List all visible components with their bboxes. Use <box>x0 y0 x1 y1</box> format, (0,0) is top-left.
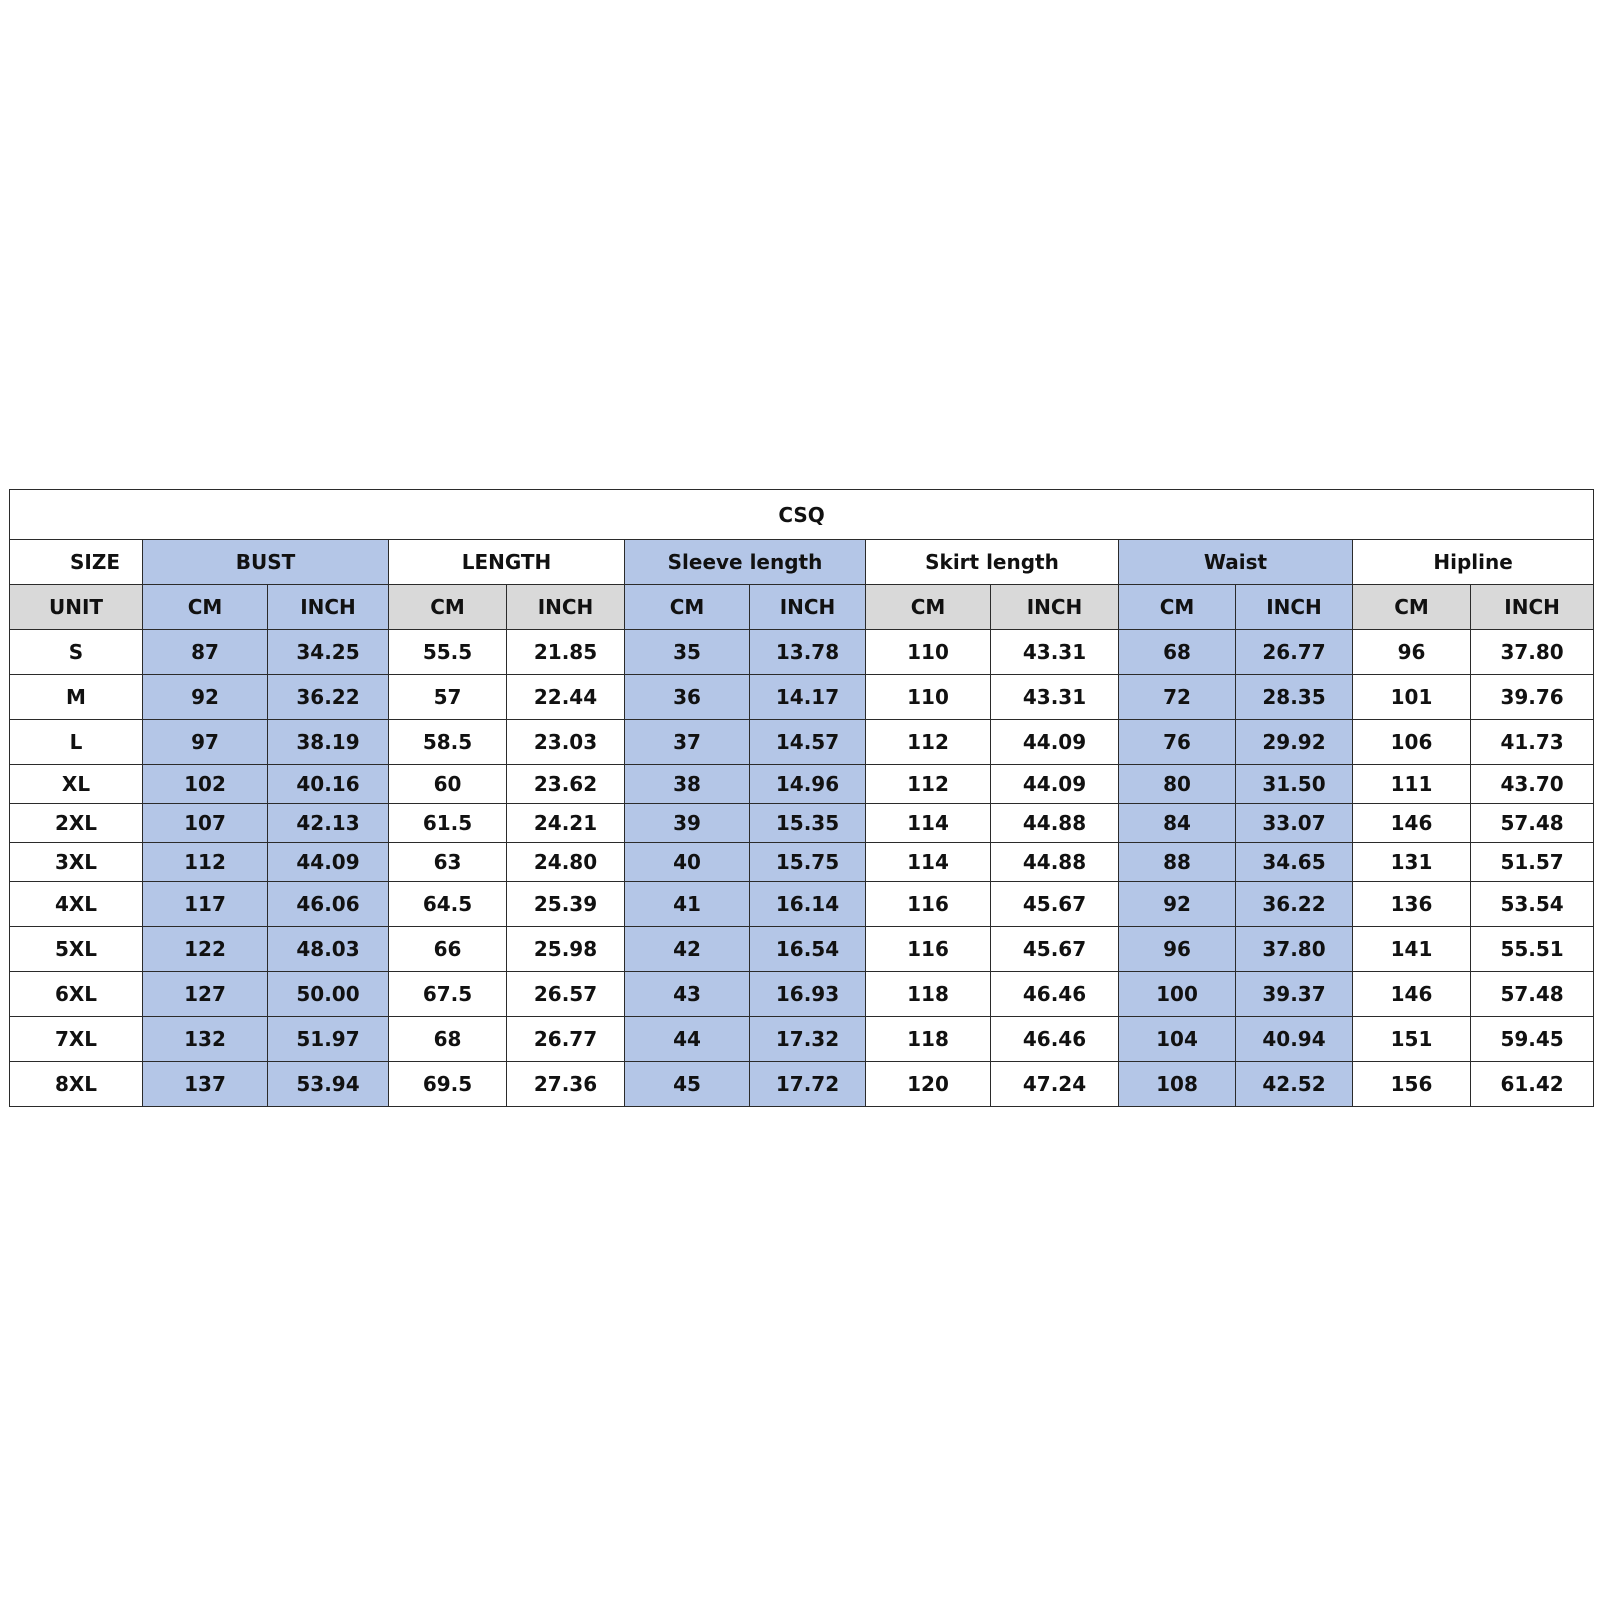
unit-cell: CM <box>1119 585 1236 630</box>
value-cell: 114 <box>866 804 991 843</box>
value-cell: 106 <box>1353 720 1471 765</box>
value-cell: 67.5 <box>389 972 507 1017</box>
table-row <box>10 1017 1594 1062</box>
value-cell: 58.5 <box>389 720 507 765</box>
value-cell: 33.07 <box>1236 804 1353 843</box>
value-cell: 44.09 <box>991 765 1119 804</box>
table-row <box>10 927 1594 972</box>
value-cell: 29.92 <box>1236 720 1353 765</box>
value-cell: 127 <box>143 972 268 1017</box>
unit-cell: INCH <box>507 585 625 630</box>
value-cell: 100 <box>1119 972 1236 1017</box>
value-cell: 45 <box>625 1062 750 1107</box>
group-header: Hipline <box>1353 540 1594 585</box>
group-header: Sleeve length <box>625 540 866 585</box>
value-cell: 63 <box>389 843 507 882</box>
value-cell: 151 <box>1353 1017 1471 1062</box>
value-cell: 116 <box>866 882 991 927</box>
value-cell: 26.77 <box>1236 630 1353 675</box>
size-cell: S <box>10 630 143 675</box>
value-cell: 117 <box>143 882 268 927</box>
value-cell: 44.88 <box>991 804 1119 843</box>
value-cell: 24.80 <box>507 843 625 882</box>
value-cell: 37 <box>625 720 750 765</box>
value-cell: 118 <box>866 1017 991 1062</box>
value-cell: 92 <box>143 675 268 720</box>
value-cell: 26.57 <box>507 972 625 1017</box>
value-cell: 40.94 <box>1236 1017 1353 1062</box>
value-cell: 16.14 <box>750 882 866 927</box>
value-cell: 39 <box>625 804 750 843</box>
value-cell: 112 <box>143 843 268 882</box>
size-cell: XL <box>10 765 143 804</box>
value-cell: 44.09 <box>991 720 1119 765</box>
value-cell: 53.94 <box>268 1062 389 1107</box>
unit-cell: CM <box>625 585 750 630</box>
size-cell: 7XL <box>10 1017 143 1062</box>
value-cell: 43.31 <box>991 630 1119 675</box>
value-cell: 47.24 <box>991 1062 1119 1107</box>
unit-cell: CM <box>1353 585 1471 630</box>
value-cell: 50.00 <box>268 972 389 1017</box>
value-cell: 122 <box>143 927 268 972</box>
value-cell: 92 <box>1119 882 1236 927</box>
value-cell: 34.65 <box>1236 843 1353 882</box>
value-cell: 110 <box>866 675 991 720</box>
value-cell: 156 <box>1353 1062 1471 1107</box>
table-row <box>10 843 1594 882</box>
value-cell: 25.98 <box>507 927 625 972</box>
value-cell: 61.5 <box>389 804 507 843</box>
value-cell: 76 <box>1119 720 1236 765</box>
value-cell: 40 <box>625 843 750 882</box>
value-cell: 40.16 <box>268 765 389 804</box>
value-cell: 45.67 <box>991 927 1119 972</box>
value-cell: 43 <box>625 972 750 1017</box>
value-cell: 38 <box>625 765 750 804</box>
value-cell: 17.32 <box>750 1017 866 1062</box>
unit-cell: INCH <box>268 585 389 630</box>
value-cell: 55.5 <box>389 630 507 675</box>
value-cell: 42 <box>625 927 750 972</box>
value-cell: 42.52 <box>1236 1062 1353 1107</box>
unit-cell: INCH <box>1236 585 1353 630</box>
table-row <box>10 765 1594 804</box>
group-header: BUST <box>143 540 389 585</box>
value-cell: 68 <box>389 1017 507 1062</box>
value-cell: 39.37 <box>1236 972 1353 1017</box>
value-cell: 46.06 <box>268 882 389 927</box>
value-cell: 38.19 <box>268 720 389 765</box>
value-cell: 114 <box>866 843 991 882</box>
value-cell: 51.57 <box>1471 843 1594 882</box>
value-cell: 31.50 <box>1236 765 1353 804</box>
value-cell: 14.57 <box>750 720 866 765</box>
size-cell: 4XL <box>10 882 143 927</box>
value-cell: 16.54 <box>750 927 866 972</box>
value-cell: 48.03 <box>268 927 389 972</box>
value-cell: 22.44 <box>507 675 625 720</box>
value-cell: 69.5 <box>389 1062 507 1107</box>
value-cell: 96 <box>1119 927 1236 972</box>
value-cell: 84 <box>1119 804 1236 843</box>
value-cell: 112 <box>866 765 991 804</box>
unit-cell: INCH <box>750 585 866 630</box>
value-cell: 80 <box>1119 765 1236 804</box>
value-cell: 136 <box>1353 882 1471 927</box>
value-cell: 43.70 <box>1471 765 1594 804</box>
value-cell: 137 <box>143 1062 268 1107</box>
value-cell: 15.75 <box>750 843 866 882</box>
unit-cell: CM <box>866 585 991 630</box>
value-cell: 46.46 <box>991 1017 1119 1062</box>
value-cell: 108 <box>1119 1062 1236 1107</box>
value-cell: 42.13 <box>268 804 389 843</box>
value-cell: 23.03 <box>507 720 625 765</box>
value-cell: 57.48 <box>1471 804 1594 843</box>
size-cell: 8XL <box>10 1062 143 1107</box>
unit-cell: CM <box>143 585 268 630</box>
value-cell: 68 <box>1119 630 1236 675</box>
value-cell: 23.62 <box>507 765 625 804</box>
size-cell: 5XL <box>10 927 143 972</box>
value-cell: 16.93 <box>750 972 866 1017</box>
value-cell: 96 <box>1353 630 1471 675</box>
value-cell: 44 <box>625 1017 750 1062</box>
value-cell: 104 <box>1119 1017 1236 1062</box>
value-cell: 51.97 <box>268 1017 389 1062</box>
group-header: Waist <box>1119 540 1353 585</box>
value-cell: 146 <box>1353 804 1471 843</box>
value-cell: 64.5 <box>389 882 507 927</box>
value-cell: 37.80 <box>1236 927 1353 972</box>
value-cell: 118 <box>866 972 991 1017</box>
value-cell: 26.77 <box>507 1017 625 1062</box>
table-row <box>10 1062 1594 1107</box>
value-cell: 72 <box>1119 675 1236 720</box>
value-cell: 111 <box>1353 765 1471 804</box>
value-cell: 107 <box>143 804 268 843</box>
value-cell: 146 <box>1353 972 1471 1017</box>
value-cell: 88 <box>1119 843 1236 882</box>
value-cell: 21.85 <box>507 630 625 675</box>
value-cell: 41.73 <box>1471 720 1594 765</box>
unit-cell: INCH <box>991 585 1119 630</box>
size-cell: M <box>10 675 143 720</box>
value-cell: 102 <box>143 765 268 804</box>
size-cell: L <box>10 720 143 765</box>
table-row <box>10 720 1594 765</box>
table-row <box>10 675 1594 720</box>
unit-header: UNIT <box>10 585 143 630</box>
value-cell: 13.78 <box>750 630 866 675</box>
size-cell: 3XL <box>10 843 143 882</box>
value-cell: 43.31 <box>991 675 1119 720</box>
value-cell: 57 <box>389 675 507 720</box>
value-cell: 41 <box>625 882 750 927</box>
value-cell: 44.09 <box>268 843 389 882</box>
size-chart-table <box>9 489 1594 1107</box>
value-cell: 120 <box>866 1062 991 1107</box>
value-cell: 116 <box>866 927 991 972</box>
value-cell: 14.17 <box>750 675 866 720</box>
value-cell: 132 <box>143 1017 268 1062</box>
value-cell: 110 <box>866 630 991 675</box>
table-row <box>10 972 1594 1017</box>
value-cell: 35 <box>625 630 750 675</box>
value-cell: 46.46 <box>991 972 1119 1017</box>
value-cell: 34.25 <box>268 630 389 675</box>
value-cell: 61.42 <box>1471 1062 1594 1107</box>
value-cell: 37.80 <box>1471 630 1594 675</box>
value-cell: 60 <box>389 765 507 804</box>
value-cell: 66 <box>389 927 507 972</box>
table-row <box>10 804 1594 843</box>
value-cell: 87 <box>143 630 268 675</box>
size-cell: 6XL <box>10 972 143 1017</box>
value-cell: 14.96 <box>750 765 866 804</box>
chart-title: CSQ <box>10 490 1594 540</box>
value-cell: 45.67 <box>991 882 1119 927</box>
table-row <box>10 630 1594 675</box>
value-cell: 27.36 <box>507 1062 625 1107</box>
value-cell: 57.48 <box>1471 972 1594 1017</box>
table-row <box>10 882 1594 927</box>
value-cell: 36.22 <box>1236 882 1353 927</box>
size-cell: 2XL <box>10 804 143 843</box>
value-cell: 141 <box>1353 927 1471 972</box>
group-header: LENGTH <box>389 540 625 585</box>
value-cell: 44.88 <box>991 843 1119 882</box>
value-cell: 53.54 <box>1471 882 1594 927</box>
unit-cell: CM <box>389 585 507 630</box>
value-cell: 131 <box>1353 843 1471 882</box>
value-cell: 97 <box>143 720 268 765</box>
value-cell: 36.22 <box>268 675 389 720</box>
value-cell: 25.39 <box>507 882 625 927</box>
value-cell: 55.51 <box>1471 927 1594 972</box>
group-header: Skirt length <box>866 540 1119 585</box>
value-cell: 39.76 <box>1471 675 1594 720</box>
value-cell: 59.45 <box>1471 1017 1594 1062</box>
value-cell: 15.35 <box>750 804 866 843</box>
value-cell: 24.21 <box>507 804 625 843</box>
value-cell: 17.72 <box>750 1062 866 1107</box>
value-cell: 112 <box>866 720 991 765</box>
value-cell: 36 <box>625 675 750 720</box>
value-cell: 101 <box>1353 675 1471 720</box>
unit-cell: INCH <box>1471 585 1594 630</box>
size-header: SIZE <box>10 540 143 585</box>
value-cell: 28.35 <box>1236 675 1353 720</box>
